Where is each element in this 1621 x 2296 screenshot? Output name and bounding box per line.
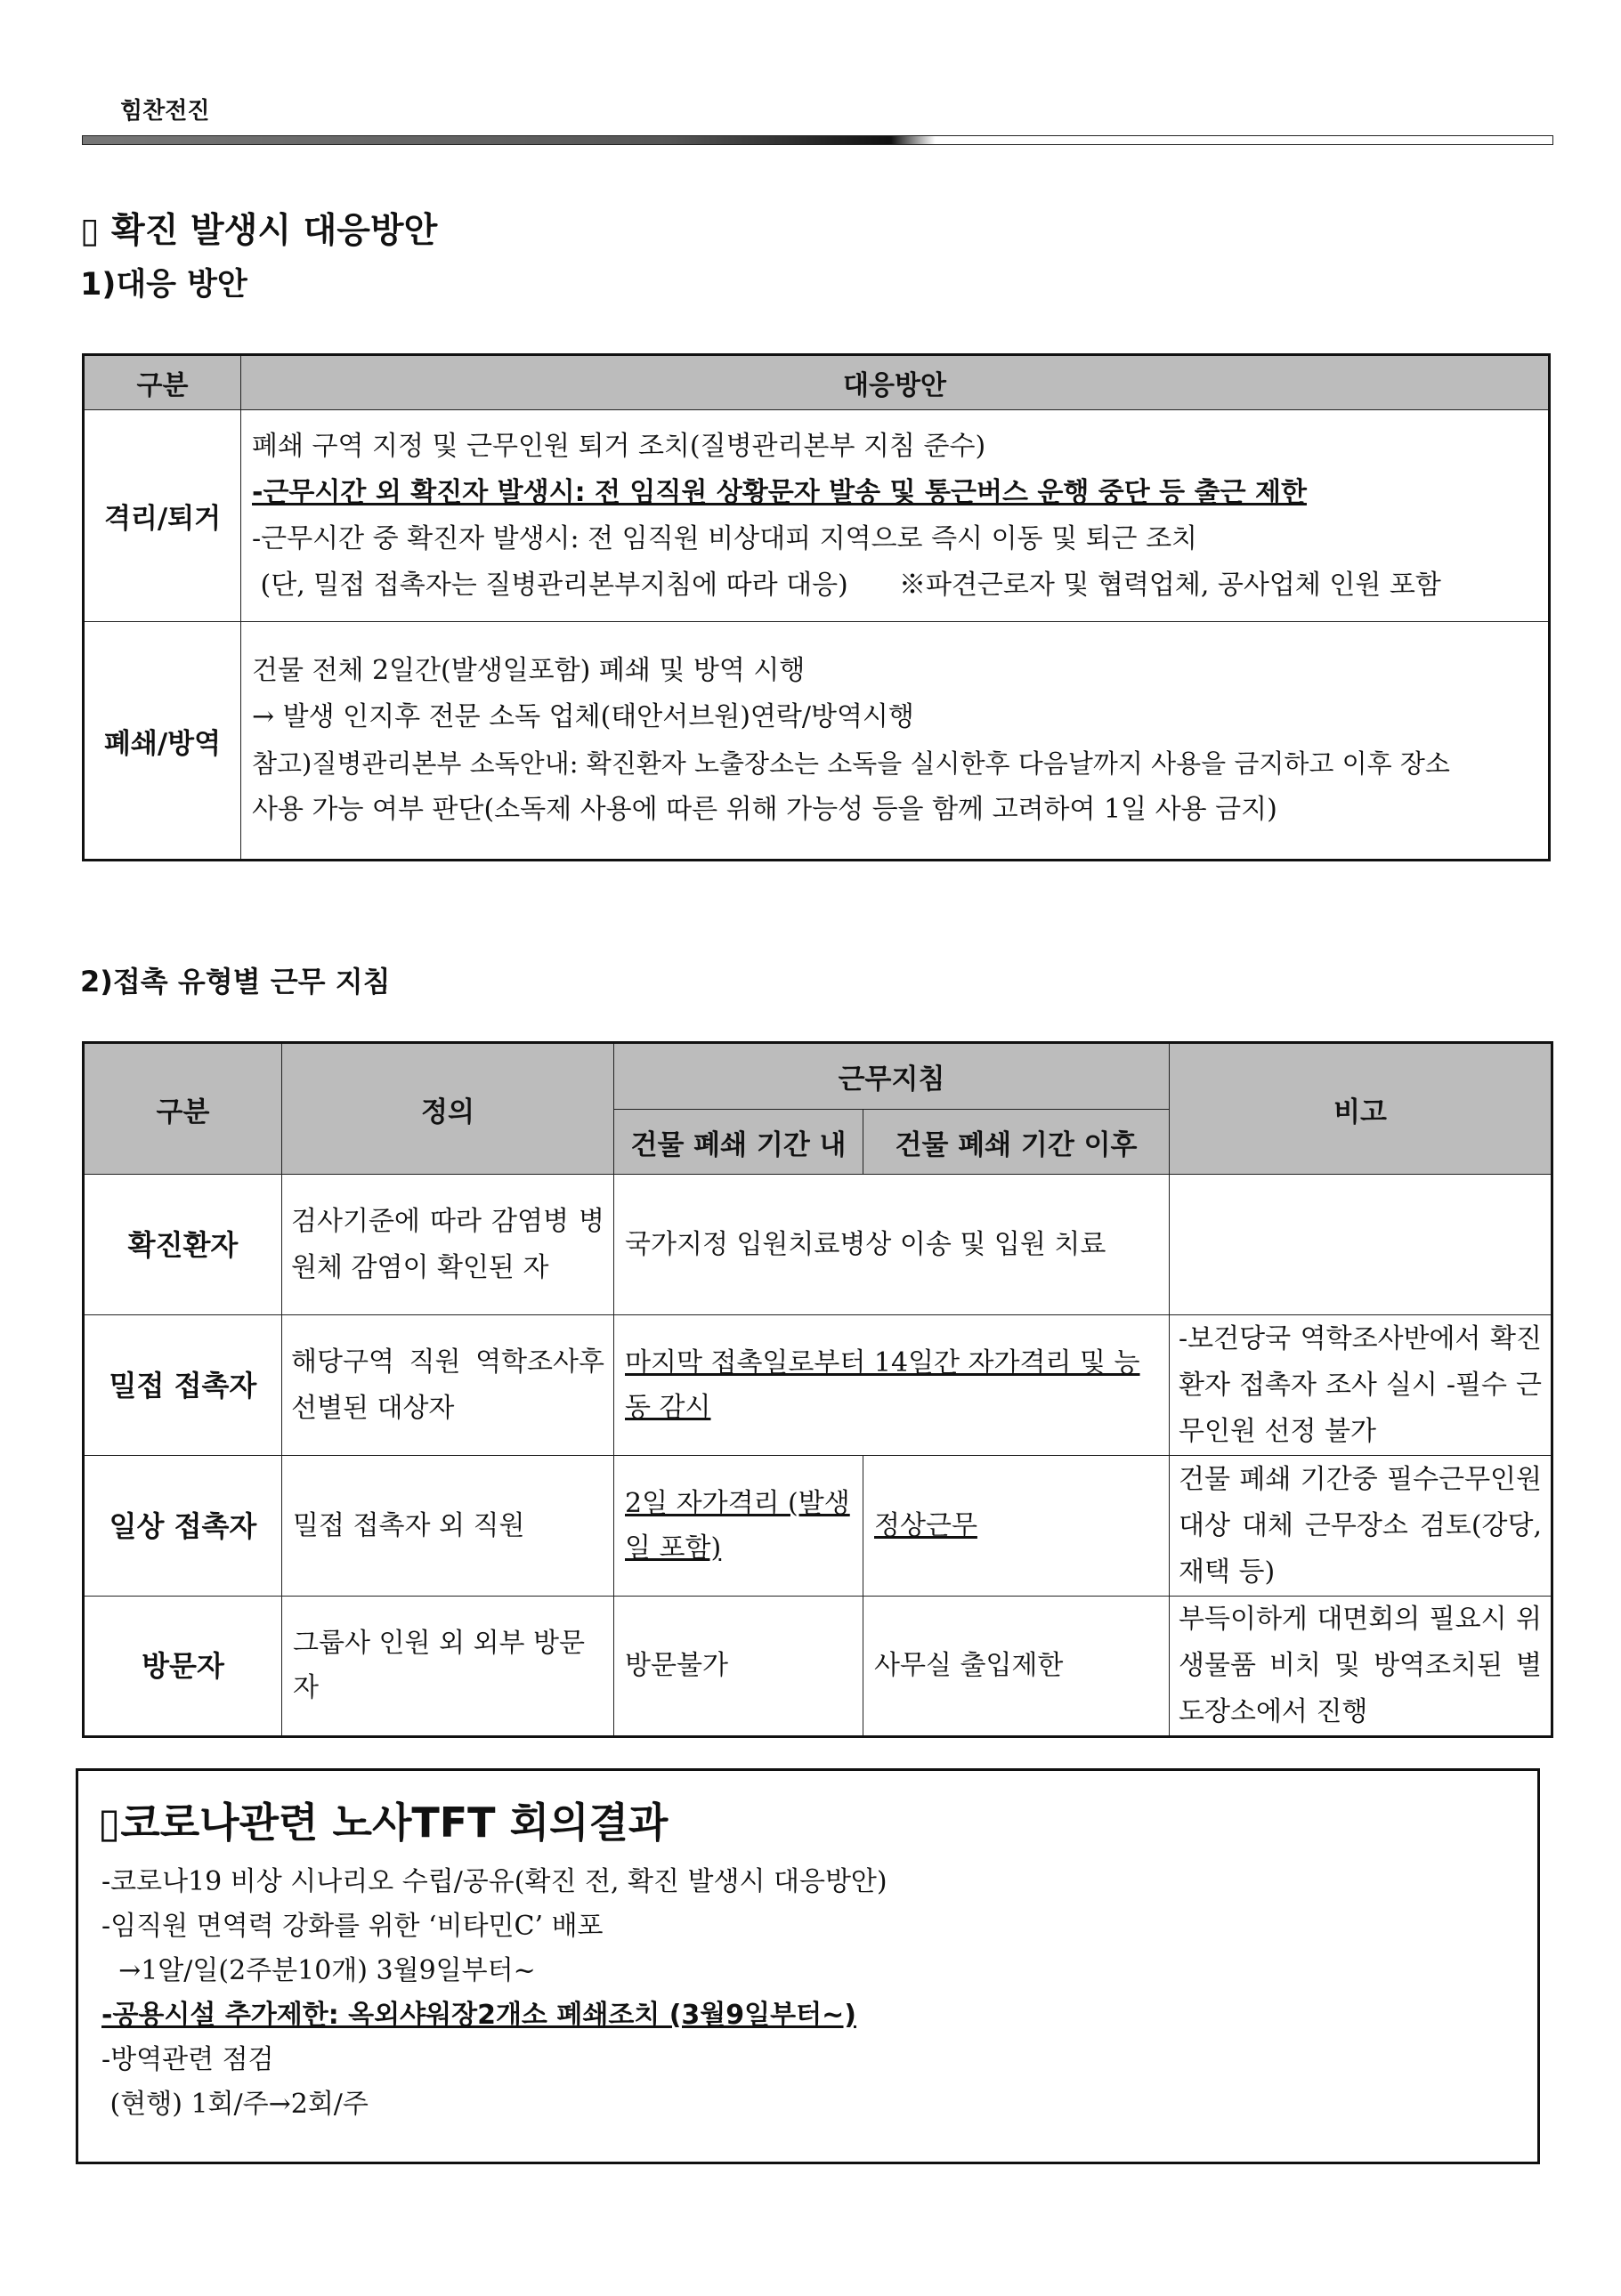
tft-lines <box>101 1860 887 2127</box>
row-def-visitor: 그룹사 인원 외 외부 방문자 <box>282 1597 614 1737</box>
head-during-closure: 건물 폐쇄 기간 내 <box>614 1110 863 1175</box>
row-label-visitor: 방문자 <box>84 1597 282 1737</box>
tft-line: →1알/일(2주분10개) 3월9일부터~ <box>101 1955 536 1986</box>
tft-result-box <box>76 1768 1540 2164</box>
row-body-isolation <box>241 410 1550 622</box>
head-work-guideline: 근무지침 <box>614 1043 1170 1110</box>
tft-title: ▯코로나관련 노사TFT 회의결과 <box>98 1799 669 1847</box>
row-def-daily-contact: 밀접 접촉자 외 직원 <box>282 1456 614 1597</box>
contact-guideline-table <box>82 1041 1553 1738</box>
row-label-confirmed: 확진환자 <box>84 1175 282 1315</box>
row-guide-in-visitor: 방문불가 <box>614 1597 863 1737</box>
body-line: 참고)질병관리본부 소독안내: 확진환자 노출장소는 소독을 실시한후 다음날까지 사용을 금지하고 이후 장소 <box>252 748 1450 779</box>
row-guide-in-daily-contact: 2일 자가격리 (발생일 포함) <box>625 1487 850 1564</box>
tft-line: -방역관련 점검 <box>101 2044 274 2075</box>
row-def-confirmed: 검사기준에 따라 감염병 병원체 감염이 확인된 자 <box>282 1175 614 1315</box>
head-after-closure: 건물 폐쇄 기간 이후 <box>863 1110 1170 1175</box>
tft-line: -임직원 면역력 강화를 위한 ‘비타민C’ 배포 <box>101 1911 604 1942</box>
body-line-emphasis: -근무시간 외 확진자 발생시: 전 임직원 상황문자 발송 및 통근버스 운행 중단 등 출근 제한 <box>252 476 1307 508</box>
header-title: 힘찬전진 <box>120 98 210 125</box>
subsection-title-2: 2)접촉 유형별 근무 지침 <box>80 965 391 998</box>
response-table <box>82 353 1551 861</box>
row-guide-in-daily-contact-cell <box>614 1456 863 1597</box>
row-label-isolation: 격리/퇴거 <box>84 410 241 622</box>
response-head-category: 구분 <box>84 355 241 410</box>
row-def-close-contact: 해당구역 직원 역학조사후 선별된 대상자 <box>282 1315 614 1456</box>
tft-line: (현행) 1회/주→2회/주 <box>101 2089 369 2120</box>
tft-line-emphasis: -공용시설 추가제한: 옥외샤워장2개소 폐쇄조치 (3월9일부터~) <box>101 2000 856 2031</box>
tft-line: -코로나19 비상 시나리오 수립/공유(확진 전, 확진 발생시 대응방안) <box>101 1866 887 1897</box>
row-label-daily-contact: 일상 접촉자 <box>84 1456 282 1597</box>
row-guide-after-visitor: 사무실 출입제한 <box>863 1597 1170 1737</box>
row-body-disinfection <box>241 622 1550 861</box>
body-line: 건물 전체 2일간(발생일포함) 폐쇄 및 방역 시행 <box>252 655 806 686</box>
row-label-close-contact: 밀접 접촉자 <box>84 1315 282 1456</box>
row-guide-after-daily-contact: 정상근무 <box>874 1509 977 1541</box>
row-note-close-contact: -보건당국 역학조사반에서 확진환자 접촉자 조사 실시 -필수 근무인원 선정 불가 <box>1170 1315 1552 1456</box>
row-label-disinfection: 폐쇄/방역 <box>84 622 241 861</box>
header-rule <box>82 135 1553 145</box>
body-line: -근무시간 중 확진자 발생시: 전 임직원 비상대피 지역으로 즉시 이동 및 퇴근 조치 <box>252 522 1198 554</box>
row-note-confirmed <box>1170 1175 1552 1315</box>
body-line: 폐쇄 구역 지정 및 근무인원 퇴거 조치(질병관리본부 지침 준수) <box>252 430 986 462</box>
row-note-daily-contact: 건물 폐쇄 기간중 필수근무인원 대상 대체 근무장소 검토(강당,재택 등) <box>1170 1456 1552 1597</box>
row-note-visitor: 부득이하게 대면회의 필요시 위생물품 비치 및 방역조치된 별도장소에서 진행 <box>1170 1597 1552 1737</box>
body-line: → 발생 인지후 전문 소독 업체(태안서브원)연락/방역시행 <box>252 701 914 732</box>
head-note: 비고 <box>1170 1043 1552 1175</box>
response-head-plan: 대응방안 <box>241 355 1550 410</box>
row-guide-close-contact: 마지막 접촉일로부터 14일간 자가격리 및 능동 감시 <box>625 1346 1140 1423</box>
row-guide-after-daily-contact-cell <box>863 1456 1170 1597</box>
row-guide-confirmed: 국가지정 입원치료병상 이송 및 입원 치료 <box>614 1175 1170 1315</box>
head-definition: 정의 <box>282 1043 614 1175</box>
subsection-title-1: 1)대응 방안 <box>80 267 247 303</box>
row-guide-close-contact-cell <box>614 1315 1170 1456</box>
head-category: 구분 <box>84 1043 282 1175</box>
section-title: ▯ 확진 발생시 대응방안 <box>80 211 438 251</box>
body-line: 사용 가능 여부 판단(소독제 사용에 따른 위해 가능성 등을 함께 고려하여 1일 사용 금지) <box>252 794 1277 825</box>
body-line: (단, 밀접 접촉자는 질병관리본부지침에 따라 대응) ※파견근로자 및 협력업체, 공사업체 인원 포함 <box>252 569 1441 601</box>
